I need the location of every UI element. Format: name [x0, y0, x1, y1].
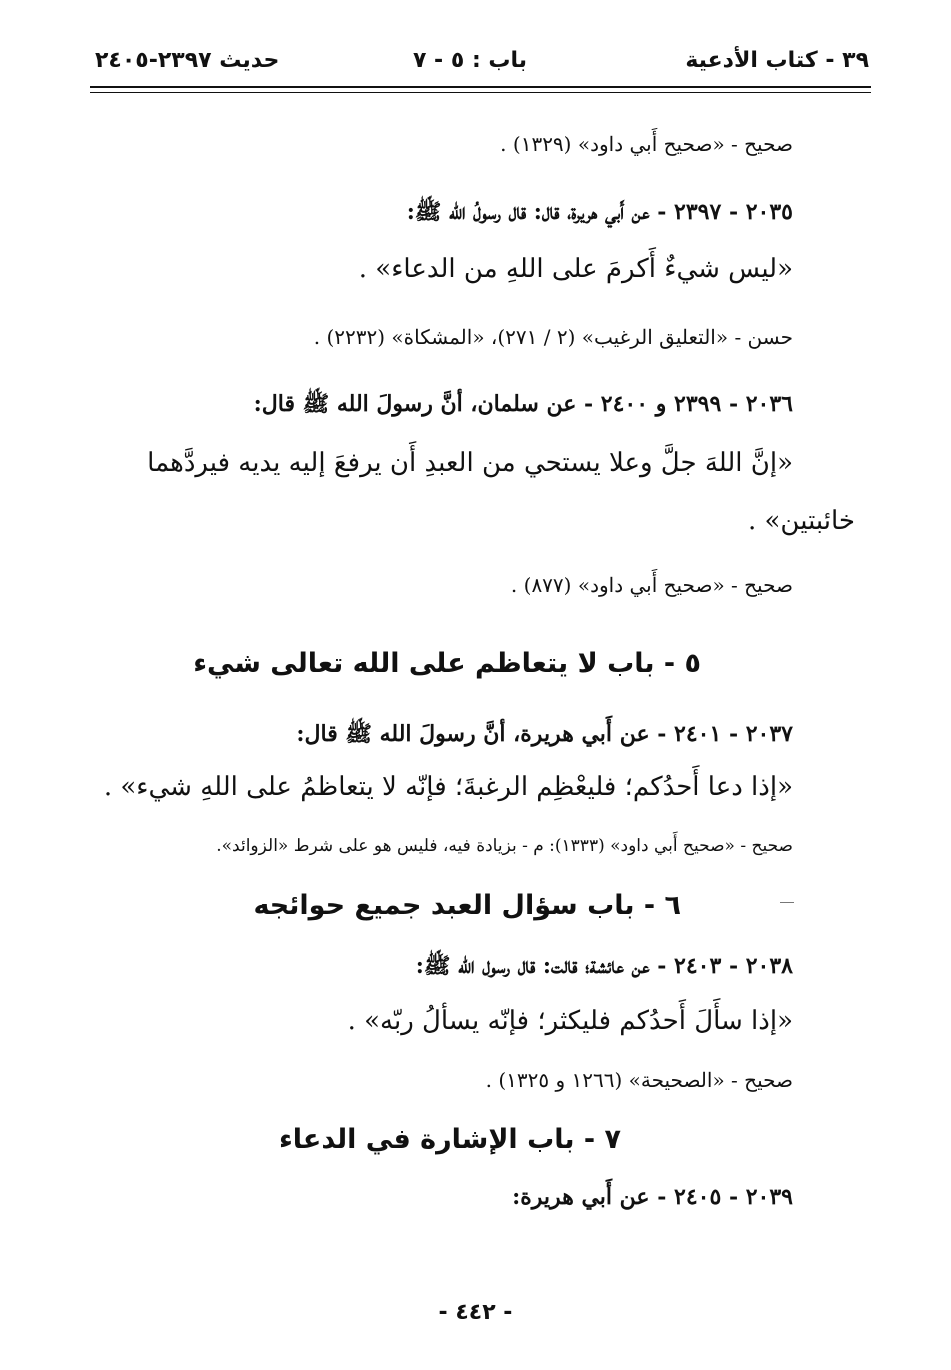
grading-line: صحيح - «صحيح أَبي داود» (١٣٢٩) . — [500, 132, 793, 156]
header-rule-thin — [90, 92, 871, 93]
header-rule-thick — [90, 86, 871, 88]
grading-line: صحيح - «صحيح أَبي داود» (٨٧٧) . — [510, 573, 793, 597]
hadith-heading: ٢٠٣٨ - ٢٤٠٣ - عن عائشة؛ قالت: قال رسول الله ﷺ: — [415, 953, 793, 979]
running-header-hadith-range: حديث ٢٣٩٧-٢٤٠٥ — [95, 48, 280, 73]
hadith-text: خائبتين» . — [748, 506, 855, 536]
grading-line: صحيح - «الصحيحة» (١٢٦٦ و ١٣٢٥) . — [485, 1068, 793, 1092]
running-header-book-title: ٣٩ - كتاب الأدعية — [685, 48, 869, 73]
grading-line: حسن - «التعليق الرغيب» (٢ / ٢٧١)، «المشكاة» (٢٢٣٢) . — [313, 325, 793, 349]
chapter-heading: ٥ - باب لا يتعاظم على الله تعالى شيء — [193, 648, 701, 679]
hadith-text: «ليس شيءٌ أَكرمَ على اللهِ من الدعاء» . — [358, 254, 793, 284]
page-number: - ٤٤٢ - — [438, 1300, 513, 1325]
hadith-heading: ٢٠٣٥ - ٢٣٩٧ - عن أَبي هريرة، قال: قال رسولُ الله ﷺ: — [406, 199, 793, 225]
hadith-heading: ٢٠٣٧ - ٢٤٠١ - عن أَبي هريرة، أنَّ رسولَ الله ﷺ قال: — [296, 721, 793, 747]
margin-mark — [780, 902, 794, 903]
hadith-heading: ٢٠٣٦ - ٢٣٩٩ و ٢٤٠٠ - عن سلمان، أنَّ رسولَ الله ﷺ قال: — [253, 391, 793, 417]
running-header-chapter: باب : ٥ - ٧ — [412, 48, 528, 73]
grading-line: صحيح - «صحيح أَبي داود» (١٣٣٣): م - بزيادة فيه، فليس هو على شرط «الزوائد». — [216, 836, 793, 856]
hadith-text: «إذا دعا أَحدُكم؛ فليعْظِم الرغبةَ؛ فإنّه لا يتعاظمُ على اللهِ شيء» . — [103, 772, 793, 802]
chapter-heading: ٧ - باب الإشارة في الدعاء — [278, 1124, 621, 1155]
hadith-text: «إنَّ اللهَ جلَّ وعلا يستحي من العبدِ أَن يرفعَ إليه يديه فيردَّهما — [147, 448, 793, 478]
hadith-text: «إذا سأَلَ أَحدُكم فليكثر؛ فإنّه يسألُ ربّه» . — [347, 1006, 793, 1036]
hadith-heading: ٢٠٣٩ - ٢٤٠٥ - عن أَبي هريرة: — [512, 1184, 793, 1210]
chapter-heading: ٦ - باب سؤال العبد جميع حوائجه — [253, 890, 681, 921]
